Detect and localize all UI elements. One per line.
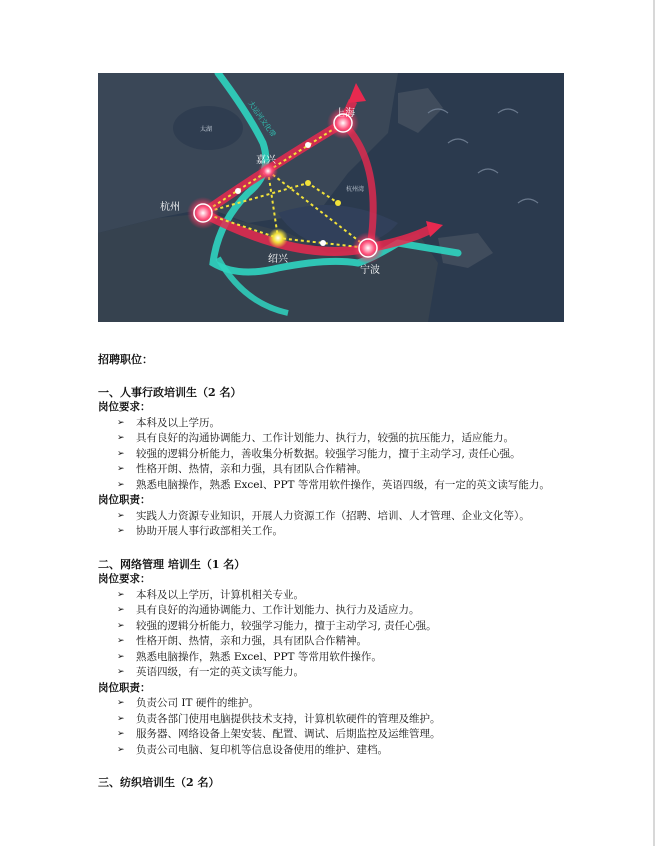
duties-list bbox=[98, 696, 578, 758]
label-culture-belt: 大运河文化带 bbox=[246, 99, 278, 139]
label-hangzhou: 杭州 bbox=[160, 202, 180, 213]
arrowhead-bullet-icon: ➢ bbox=[117, 620, 125, 631]
arrowhead-bullet-icon: ➢ bbox=[117, 744, 125, 755]
arrowhead-bullet-icon: ➢ bbox=[117, 417, 125, 428]
requirements-label: 岗位要求： bbox=[98, 573, 151, 585]
list-item: ➢ 英语四级，有一定的英文读写能力。 bbox=[98, 665, 578, 681]
job-block-hr bbox=[98, 385, 578, 540]
job-title: 三、纺织培训生（2 名） bbox=[98, 776, 220, 789]
list-item: ➢ 实践人力资源专业知识，开展人力资源工作（招聘、培训、人才管理、企业文化等）。 bbox=[98, 509, 578, 525]
list-item: ➢ 负责公司 IT 硬件的维护。 bbox=[98, 696, 578, 712]
label-taihu: 太湖 bbox=[200, 126, 213, 133]
list-item: ➢ 具有良好的沟通协调能力、工作计划能力、执行力及适应力。 bbox=[98, 603, 578, 619]
requirements-list bbox=[98, 416, 578, 494]
arrowhead-bullet-icon: ➢ bbox=[117, 667, 125, 677]
job-title: 二、网络管理 培训生（1 名） bbox=[98, 557, 246, 571]
arrowhead-bullet-icon: ➢ bbox=[117, 448, 125, 459]
list-item: ➢ 本科及以上学历。 bbox=[98, 416, 578, 432]
arrowhead-bullet-icon: ➢ bbox=[117, 698, 125, 708]
regional-map-image bbox=[98, 73, 564, 322]
list-item: ➢ 负责公司电脑、复印机等信息设备使用的维护、建档。 bbox=[98, 743, 578, 759]
arrowhead-bullet-icon: ➢ bbox=[117, 729, 125, 739]
node-ningbo bbox=[352, 232, 384, 264]
arrowhead-bullet-icon: ➢ bbox=[117, 433, 125, 443]
node-minor-4 bbox=[305, 180, 311, 186]
node-shaoxing bbox=[268, 228, 288, 248]
label-jiaxing: 嘉兴 bbox=[256, 155, 276, 166]
node-minor-1 bbox=[305, 142, 311, 148]
arrowhead-bullet-icon: ➢ bbox=[117, 510, 125, 521]
map-svg bbox=[98, 73, 564, 322]
arrowhead-bullet-icon: ➢ bbox=[117, 605, 125, 615]
list-item: ➢ 较强的逻辑分析能力，善收集分析数据。较强学习能力，擅于主动学习, 责任心强。 bbox=[98, 447, 578, 463]
section-title: 招聘职位： bbox=[98, 353, 153, 366]
requirements-list bbox=[98, 588, 578, 681]
list-item: ➢ 熟悉电脑操作，熟悉 Excel、PPT 等常用软件操作，英语四级，有一定的英文读写能力。 bbox=[98, 478, 578, 494]
list-item: ➢ 具有良好的沟通协调能力、工作计划能力、执行力，较强的抗压能力，适应能力。 bbox=[98, 431, 578, 447]
node-minor-3 bbox=[320, 240, 326, 246]
label-shaoxing: 绍兴 bbox=[268, 254, 288, 265]
node-minor-5 bbox=[335, 200, 341, 206]
job-block-textile bbox=[98, 775, 578, 791]
arrowhead-bullet-icon: ➢ bbox=[117, 651, 125, 662]
requirements-label: 岗位要求： bbox=[98, 401, 151, 413]
list-item: ➢ 较强的逻辑分析能力，较强学习能力，擅于主动学习, 责任心强。 bbox=[98, 619, 578, 635]
list-item: ➢ 负责各部门使用电脑提供技术支持，计算机软硬件的管理及维护。 bbox=[98, 712, 578, 728]
label-hangzhou-bay: 杭州湾 bbox=[346, 186, 365, 193]
arrowhead-bullet-icon: ➢ bbox=[117, 479, 125, 490]
arrowhead-bullet-icon: ➢ bbox=[117, 589, 125, 600]
duties-label: 岗位职责： bbox=[98, 681, 151, 694]
arrowhead-bullet-icon: ➢ bbox=[117, 713, 125, 724]
list-item: ➢ 性格开朗、热情，亲和力强，具有团队合作精神。 bbox=[98, 634, 578, 650]
job-title: 一、人事行政培训生（2 名） bbox=[98, 385, 242, 399]
arrowhead-bullet-icon: ➢ bbox=[117, 464, 125, 474]
job-listing-document bbox=[98, 352, 578, 791]
node-hangzhou bbox=[187, 197, 219, 229]
arrowhead-bullet-icon: ➢ bbox=[117, 526, 125, 536]
duties-label: 岗位职责： bbox=[98, 494, 151, 506]
list-item: ➢ 性格开朗、热情，亲和力强，具有团队合作精神。 bbox=[98, 462, 578, 478]
list-item: ➢ 本科及以上学历，计算机相关专业。 bbox=[98, 588, 578, 604]
list-item: ➢ 服务器、网络设备上架安装、配置、调试、后期监控及运维管理。 bbox=[98, 727, 578, 743]
duties-list bbox=[98, 509, 578, 540]
job-block-network bbox=[98, 557, 578, 759]
arrowhead-bullet-icon: ➢ bbox=[117, 636, 125, 646]
node-minor-2 bbox=[235, 188, 241, 194]
label-ningbo: 宁波 bbox=[360, 265, 380, 276]
label-shanghai: 上海 bbox=[335, 108, 355, 119]
list-item: ➢ 熟悉电脑操作，熟悉 Excel、PPT 等常用软件操作。 bbox=[98, 650, 578, 666]
list-item: ➢ 协助开展人事行政部相关工作。 bbox=[98, 524, 578, 540]
